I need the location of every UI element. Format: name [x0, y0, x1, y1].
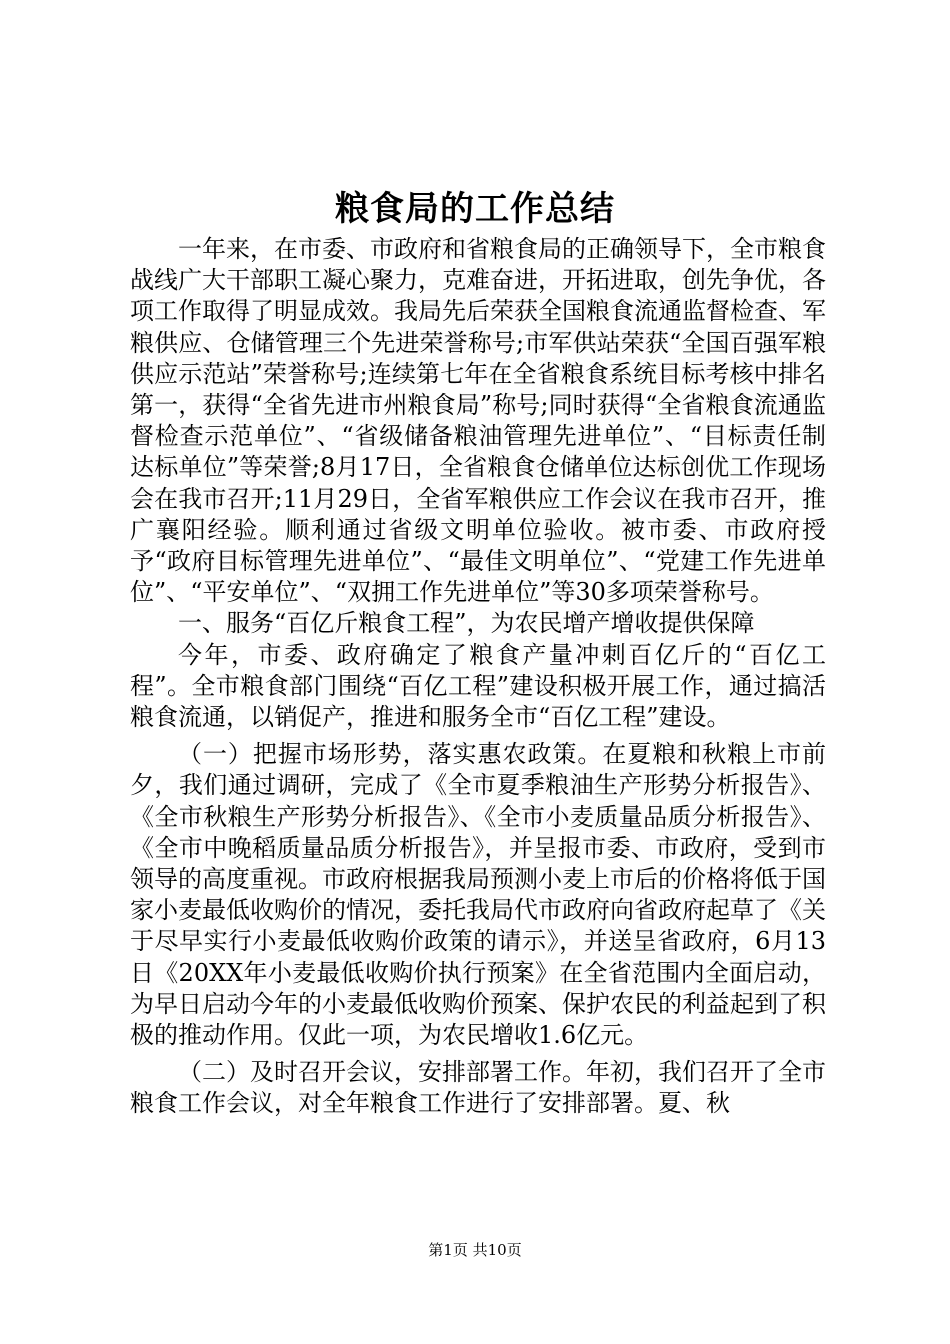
paragraph-intro: 一年来，在市委、市政府和省粮食局的正确领导下，全市粮食战线广大干部职工凝心聚力，克难奋进，开拓进取，创先争优，各项工作取得了明显成效。我局先后荣获全国粮食流通监督检查、军粮供应、仓储管理三个先进荣誉称号;市军供站荣获“全国百强军粮供应示范站”荣誉称号;连续第七年在全省粮食系统目标考核中排名第一，获得“全省先进市州粮食局”称号;同时获得“全省粮食流通监督检查示范单位”、“省级储备粮油管理先进单位”、“目标责任制达标单位”等荣誉;8月17日，全省粮食仓储单位达标创优工作现场会在我市召开;11月29日，全省军粮供应工作会议在我市召开，推广襄阳经验。顺利通过省级文明单位验收。被市委、市政府授予“政府目标管理先进单位”、“最佳文明单位”、“党建工作先进单位”、“平安单位”、“双拥工作先进单位”等30多项荣誉称号。 — [130, 235, 826, 607]
page-footer: 第1页 共10页 — [428, 1241, 522, 1259]
paragraph-section-1: 今年，市委、政府确定了粮食产量冲刺百亿斤的“百亿工程”。全市粮食部门围绕“百亿工程”建设积极开展工作，通过搞活粮食流通，以销促产，推进和服务全市“百亿工程”建设。 — [130, 640, 826, 732]
document-title: 粮食局的工作总结 — [335, 189, 615, 229]
paragraph-subsection-2: （二）及时召开会议，安排部署工作。年初，我们召开了全市粮食工作会议，对全年粮食工作进行了安排部署。夏、秋 — [130, 1058, 826, 1118]
paragraph-subsection-1: （一）把握市场形势，落实惠农政策。在夏粮和秋粮上市前夕，我们通过调研，完成了《全市夏季粮油生产形势分析报告》、《全市秋粮生产形势分析报告》、《全市小麦质量品质分析报告》、《全市中晚稻质量品质分析报告》，并呈报市委、市政府，受到市领导的高度重视。市政府根据我局预测小麦上市后的价格将低于国家小麦最低收购价的情况，委托我局代市政府向省政府起草了《关于尽早实行小麦最低收购价政策的请示》，并送呈省政府，6月13日《20XX年小麦最低收购价执行预案》在全省范围内全面启动，为早日启动今年的小麦最低收购价预案、保护农民的利益起到了积极的推动作用。仅此一项，为农民增收1.6亿元。 — [130, 740, 826, 1050]
section-heading-1: 一、服务“百亿斤粮食工程”，为农民增产增收提供保障 — [178, 609, 755, 638]
document-body — [130, 234, 826, 1120]
